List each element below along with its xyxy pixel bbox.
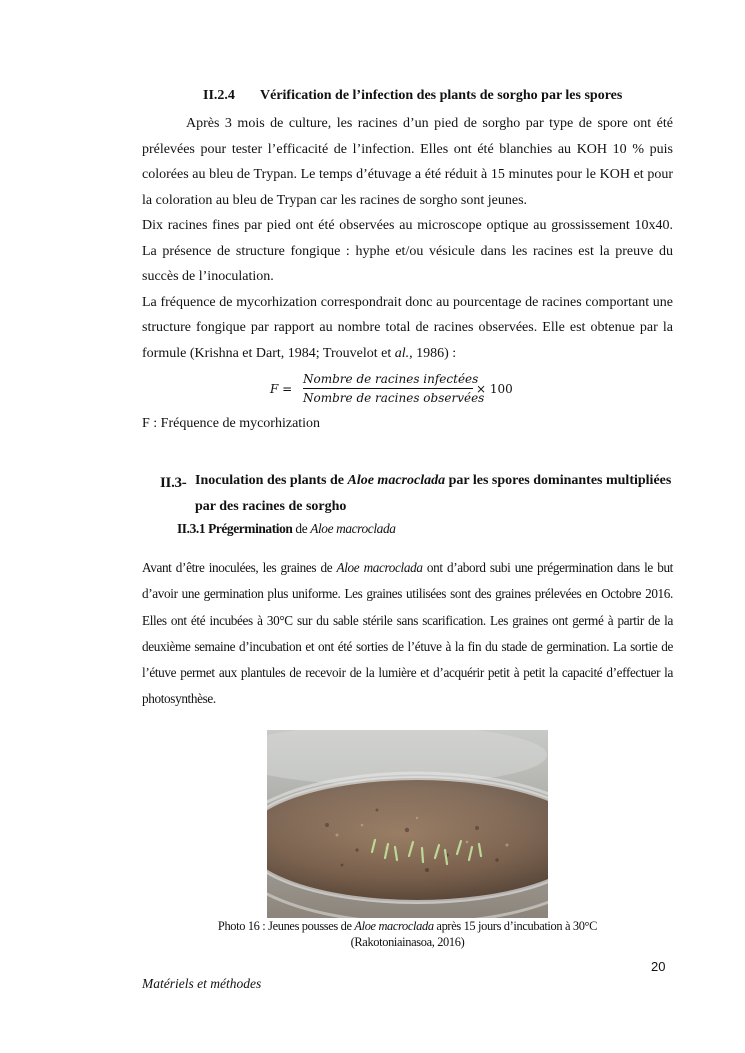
section-title-text: Inoculation des plants de — [195, 473, 348, 488]
paragraph-infection: Après 3 mois de culture, les racines d’un pied de sorgho par type de spore ont été prélevées pour tester l’efficacité de l’infection. Elles ont été blanchies au KOH 10 % puis colorées au bleu de Trypan. Le temps d’étuvage a été réduit à 15 minutes pour le KOH et pour la coloration au bleu de Trypan car les racines de sorgho sont jeunes. — [142, 116, 673, 208]
section-number: II.3- — [160, 475, 187, 491]
section-title-bold: Prégermination — [208, 521, 293, 536]
body-text-block-2 — [142, 542, 673, 726]
pregermination-rest: ont d’abord subi une prégermination dans le but d’avoir une germination plus uniforme. Les graines utilisées sont des graines prélevées en Octobre 2016. Elles ont été incubées à 30°C sur du sable stérile sans scarification. Les graines ont germé à partir de la deuxième semaine d’incubation et ont été sorties de l’étuve à la fin du stade de germination. La sortie de l’étuve permet aux plantules de recevoir de la lumière et d’acquérir petit à petit la capacité d’effectuer la photosynthèse. — [142, 560, 673, 707]
caption-line-1 — [142, 918, 673, 934]
paragraph-frequency-italic: al. — [394, 345, 410, 361]
caption-line-2: (Rakotoniainasoa, 2016) — [350, 935, 465, 949]
page-footer: Matériels et méthodes — [142, 976, 262, 991]
formula-numerator: Nombre de racines infectées — [303, 372, 479, 386]
section-title-species: Aloe macroclada — [310, 521, 396, 536]
caption-species: Aloe macroclada — [354, 919, 434, 933]
formula-lhs: F = — [270, 382, 293, 396]
section-title-rest: par les spores dominantes multipliées par des racines de sorgho — [195, 473, 672, 514]
formula-legend: F : Fréquence de mycorhization — [142, 416, 321, 431]
section-title: Vérification de l’infection des plants de sorgho par les spores — [260, 88, 623, 103]
section-title — [195, 468, 675, 520]
seedlings-photo-illustration — [267, 730, 548, 918]
section-number: II.3.1 — [177, 521, 206, 536]
formula-rhs: × 100 — [476, 382, 513, 396]
section-number: II.2.4 — [203, 88, 235, 103]
caption-text: Photo 16 : Jeunes pousses de — [217, 919, 355, 933]
caption-rest: après 15 jours d’incubation à 30°C — [433, 919, 598, 933]
paragraph-frequency-end: , 1986) : — [409, 345, 457, 361]
section-title-plain: de — [292, 521, 311, 536]
paragraph-microscope: Dix racines fines par pied ont été observées au microscope optique au grossissement 10x40. La présence de structure fongique : hyphe et/ou vésicule dans les racines est la preuve du succès de l’inoculation. — [142, 218, 673, 284]
section-heading-2-3-1 — [177, 521, 396, 537]
seedlings-photo — [267, 730, 548, 918]
pregermination-text: Avant d’être inoculées, les graines de — [142, 560, 337, 576]
page-number: 20 — [651, 959, 666, 974]
paragraph-frequency — [142, 290, 673, 367]
section-title-species: Aloe macroclada — [347, 473, 446, 488]
pregermination-species: Aloe macroclada — [336, 560, 423, 576]
body-text-block-1 — [142, 111, 673, 366]
section-heading-2-2-4 — [203, 88, 673, 104]
paragraph-pregermination — [142, 555, 673, 712]
formula-legend-block — [142, 411, 673, 437]
paragraph-frequency-text: La fréquence de mycorhization correspondrait donc au pourcentage de racines comportant une structure fongique par rapport au nombre total de racines observées. Elle est obtenue par la formule (Krishna et Dart, 1984; Trouvelot et — [142, 294, 673, 361]
formula-denominator: Nombre de racines observées — [303, 391, 485, 405]
photo-caption — [142, 918, 673, 950]
formula-fraction — [303, 370, 485, 407]
